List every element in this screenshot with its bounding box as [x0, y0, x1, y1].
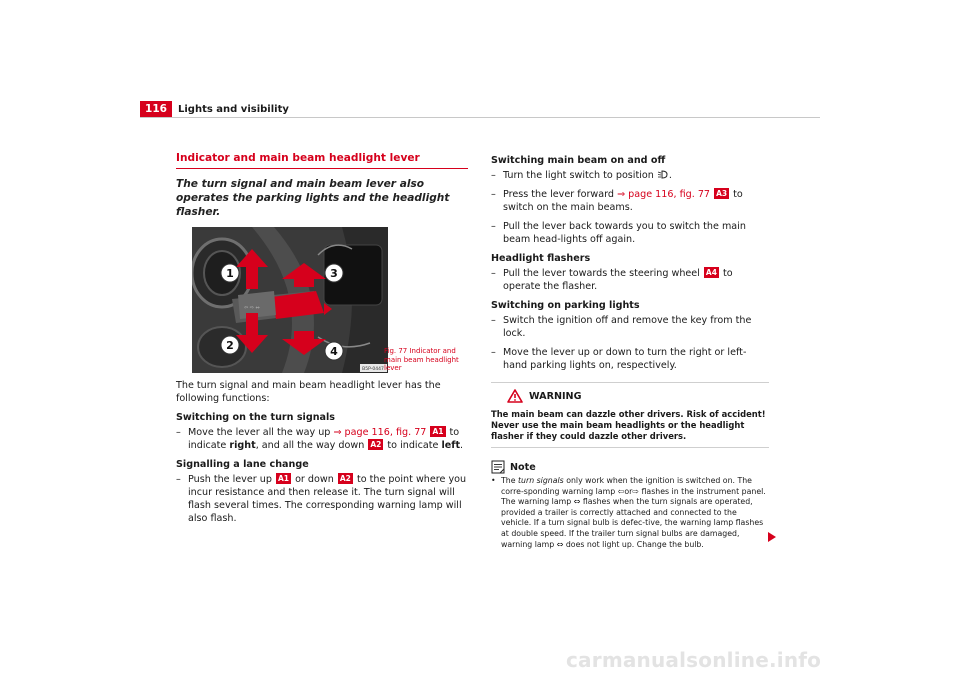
text: or down — [292, 474, 337, 485]
text: Press the lever forward — [503, 189, 618, 200]
dash: – — [491, 347, 496, 358]
text: Move the lever up or down to turn the right or left-hand parking lights on, respectively. — [503, 347, 747, 371]
text: flashes when the turn signals are operated, provided a trailer is correctly attached and connected to the vehicle. If a turn signal bulb is defec-tive, the warning lamp flashes at double speed. If the trailer turn signal bulbs are damaged, warning lamp — [501, 497, 764, 549]
text: to switch on the main beams. — [503, 189, 743, 213]
dash: – — [491, 170, 496, 181]
next-page-arrow-icon[interactable] — [768, 532, 776, 542]
parking-lights-heading: Switching on parking lights — [491, 300, 640, 311]
figure-row — [176, 227, 468, 373]
figure-code: B5P-0447 — [362, 367, 384, 372]
running-header: Lights and visibility — [178, 104, 289, 115]
text: to operate the flasher. — [503, 268, 733, 292]
turn-signals-step — [176, 426, 468, 452]
note-title: Note — [510, 461, 536, 473]
right-column — [491, 154, 769, 550]
text: , and all the way down — [255, 440, 368, 451]
page-number: 116 — [140, 101, 172, 118]
bullet: • — [491, 476, 496, 485]
lever-figure — [192, 227, 388, 373]
text: only work when the ignition is switched on. The corre-sponding warning lamp — [501, 476, 752, 496]
text: to indicate — [188, 427, 460, 451]
header-rule — [140, 117, 820, 118]
callout-3: 3 — [330, 267, 338, 280]
footer-watermark: carmanualsonline.info — [566, 648, 822, 672]
intro-text: The turn signal and main beam headlight lever has the following functions: — [176, 380, 441, 404]
text: The — [501, 476, 518, 485]
text: . — [460, 440, 464, 451]
main-beam-step-2 — [491, 188, 769, 214]
callout-badge-a2: A2 — [339, 474, 351, 483]
callout-1: 1 — [226, 267, 234, 280]
warning-text: The main beam can dazzle other drivers. Risk of accident! Never use the main beam headlights or the headlight flasher if they could dazzle other drivers. — [491, 409, 766, 441]
note-header — [491, 460, 769, 474]
text-left: left — [441, 440, 461, 451]
callout-badge-a4: A4 — [705, 268, 717, 277]
dash: – — [491, 315, 496, 326]
warning-header — [491, 389, 769, 403]
callout-4: 4 — [330, 345, 338, 358]
warning-triangle-icon — [507, 389, 523, 403]
text: Pull the lever back towards you to switch the main beam head-lights off again. — [503, 221, 746, 245]
turn-signals-heading: Switching on the turn signals — [176, 412, 335, 423]
callout-badge-a2: A2 — [370, 440, 382, 449]
page-link[interactable]: ⇒ page 116, fig. 77 — [333, 427, 427, 438]
text: Move the lever all the way up — [188, 427, 334, 438]
text-emphasis: turn signals — [517, 476, 564, 485]
callout-2: 2 — [226, 339, 234, 352]
flashers-step — [491, 267, 769, 293]
trailer-lamp-icon: ⇔ — [556, 539, 564, 549]
left-column — [176, 152, 468, 525]
main-beam-step-3 — [491, 220, 769, 246]
lever-illustration — [192, 227, 388, 373]
text-right: right — [229, 440, 256, 451]
parking-step-2 — [491, 346, 769, 372]
note-icon — [491, 460, 505, 474]
dash: – — [491, 268, 496, 279]
dipped-beam-icon — [657, 170, 669, 179]
main-beam-heading: Switching main beam on and off — [491, 155, 666, 166]
lane-change-heading: Signalling a lane change — [176, 459, 309, 470]
parking-step-1 — [491, 314, 769, 340]
main-beam-step-1: – Turn the light switch to position . — [491, 170, 672, 181]
text: Turn the light switch to position — [503, 170, 657, 181]
callout-badge-a3: A3 — [716, 189, 728, 198]
warning-title: WARNING — [529, 390, 582, 402]
text: flashes in the instrument panel. The warning lamp — [501, 486, 766, 507]
svg-text:⇦ ⇨ ⇔: ⇦ ⇨ ⇔ — [244, 305, 260, 311]
dash: – — [176, 474, 181, 485]
callout-badge-a1: A1 — [277, 474, 290, 483]
section-title: Indicator and main beam headlight lever — [176, 152, 468, 169]
text: Push the lever up — [188, 474, 275, 485]
warning-box — [491, 382, 769, 448]
text: or — [624, 486, 633, 496]
text: Switch the ignition off and remove the key from the lock. — [503, 315, 752, 339]
page-link[interactable]: ⇒ page 116, fig. 77 — [617, 189, 711, 200]
text: Pull the lever towards the steering wheel — [503, 268, 703, 279]
text: does not light up. Change the bulb. — [563, 539, 704, 549]
section-subtitle: The turn signal and main beam lever also operates the parking lights and the headlight flasher. — [176, 178, 450, 218]
turn-right-lamp-icon: ⇨ — [632, 486, 640, 496]
lane-change-step — [176, 473, 468, 525]
turn-left-lamp-icon: ⇦ — [617, 486, 625, 496]
note-text — [491, 476, 769, 550]
dash: – — [491, 221, 496, 232]
dash: – — [176, 427, 181, 438]
text: to indicate — [384, 440, 442, 451]
dash: – — [491, 189, 496, 200]
flashers-heading: Headlight flashers — [491, 253, 591, 264]
callout-badge-a1: A1 — [432, 427, 444, 436]
trailer-lamp-icon: ⇔ — [573, 497, 581, 507]
text: to the point where you incur resistance and then release it. The turn signal will flash several times. The corresponding warning lamp will also flash. — [188, 474, 467, 524]
figure-caption: Fig. 77 Indicator and main beam headlight lever — [384, 347, 459, 372]
